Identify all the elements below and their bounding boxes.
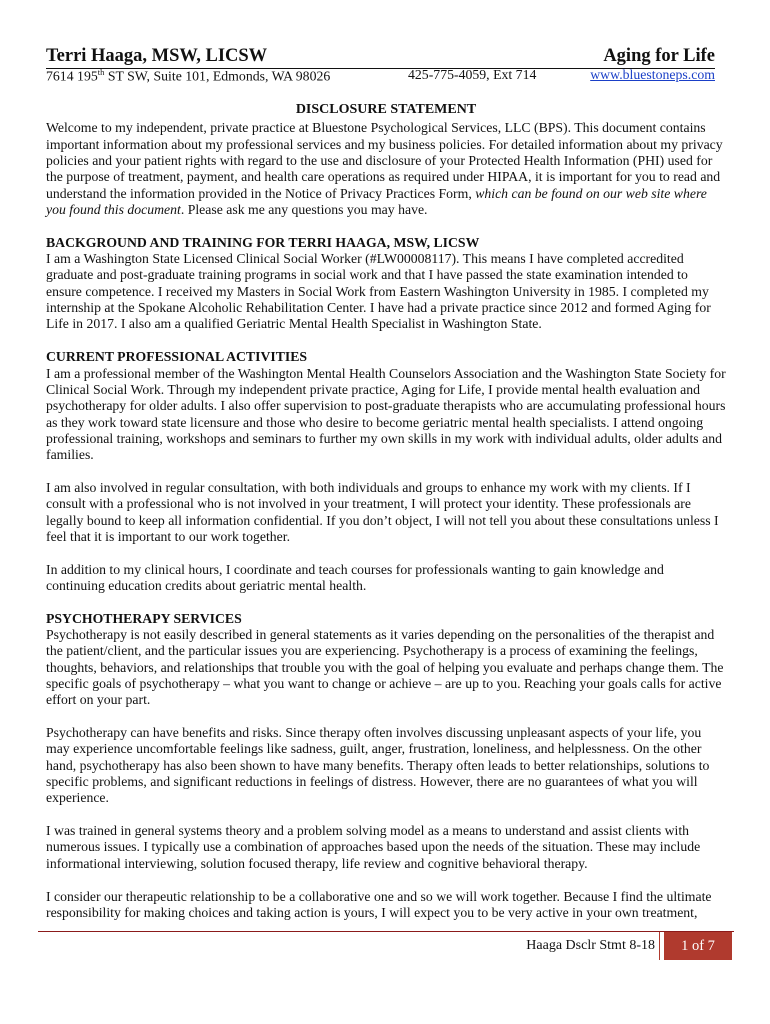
phone-number: 425-775-4059, Ext 714	[408, 67, 537, 82]
section-heading-background: BACKGROUND AND TRAINING FOR TERRI HAAGA, MSW, LICSW	[46, 234, 480, 250]
document-body	[46, 102, 726, 921]
psychotherapy-paragraph-3: I was trained in general systems theory and a problem solving model as a means to understand and assist clients with numerous issues. I typically use a combination of approaches based upon the needs of the situation. These may include informational interviewing, solution focused therapy, life review and cognitive behavioral therapy.	[46, 823, 701, 871]
activities-paragraph-2: I am also involved in regular consultation, with both individuals and groups to enhance my work with my clients. If I consult with a professional who is not involved in your treatment, I will protect your identity. These professionals are legally bound to keep all information confidential. If you don’t object, I will not tell you about these consultations unless I feel that it is important to our work together.	[46, 479, 719, 544]
footer-document-ref: Haaga Dsclr Stmt 8-18	[526, 938, 655, 953]
website-link[interactable]: www.bluestoneps.com	[590, 67, 715, 82]
background-paragraph: I am a Washington State Licensed Clinical Social Worker (#LW00008117). This means I have completed accredited graduate and post-graduate training programs in social work and that I have passed the state examination intended to ensure competence. I received my Masters in Social Work from Eastern Washington University in 1985. I completed my internship at the Spokane Alcoholic Rehabilitation Center. I have had a private practice since 2012 and formed Aging for Life in 2017. I also am a qualified Geriatric Mental Health Specialist in Washington State.	[46, 251, 711, 332]
letterhead-name-row	[46, 46, 715, 69]
section-heading-activities: CURRENT PROFESSIONAL ACTIVITIES	[46, 349, 308, 365]
psychotherapy-paragraph-1: Psychotherapy is not easily described in general statements as it varies depending on the personalities of the therapist and the patient/client, and the particular issues you are experiencing. Psychotherapy is a process of examining the feelings, thoughts, behaviors, and relationships that trouble you with the goal of helping you evaluate and perhaps change them. The specific goals of psychotherapy – what you want to change or achieve – are up to you. Reaching your goals calls for active effort on your part.	[46, 627, 724, 708]
section-heading-psychotherapy: PSYCHOTHERAPY SERVICES	[46, 610, 242, 626]
document-title: DISCLOSURE STATEMENT	[295, 102, 477, 117]
footer-separator	[659, 932, 660, 960]
psychotherapy-paragraph-2: Psychotherapy can have benefits and risks. Since therapy often involves discussing unpleasant aspects of your life, you may experience uncomfortable feelings like sadness, guilt, anger, frustration, loneliness, and helplessness. On the other hand, psychotherapy has also been shown to have many benefits. Therapy often leads to better relationships, solutions to specific problems, and significant reductions in feelings of distress. However, there are no guarantees of what you will experience.	[46, 725, 710, 806]
therapist-name: Terri Haaga, MSW, LICSW	[46, 46, 268, 66]
practice-name: Aging for Life	[603, 46, 715, 66]
activities-paragraph-3: In addition to my clinical hours, I coordinate and teach courses for professionals wanting to gain knowledge and continuing education credits about geriatric mental health.	[46, 561, 664, 593]
intro-paragraph: Welcome to my independent, private practice at Bluestone Psychological Services, LLC (BPS). This document contains important information about my professional services and my business policies. For detailed information about my privacy policies and your patient rights with regard to the use and disclosure of your Protected Health Information (PHI) used for the purpose of treatment, payment, and health care operations as required under HIPAA, it is important for you to read and understand the information provided in the Notice of Privacy Practices Form, which can be found on our web site where you found this document. Please ask me any questions you may have.	[46, 120, 723, 218]
page-number-badge: 1 of 7	[664, 932, 732, 960]
address: 7614 195th ST SW, Suite 101, Edmonds, WA 98026	[46, 67, 331, 84]
letterhead-contact-row	[46, 67, 715, 85]
footer-rule	[38, 931, 734, 932]
psychotherapy-paragraph-4: I consider our therapeutic relationship to be a collaborative one and so we will work together. Because I find the ultimate responsibility for making choices and taking action is yours, I will expect you to be very active in your own treatment,	[46, 888, 712, 920]
activities-paragraph-1: I am a professional member of the Washington Mental Health Counselors Association and the Washington State Society for Clinical Social Work. Through my independent private practice, Aging for Life, I provide mental health evaluation and psychotherapy for older adults. I also offer supervision to post-graduate therapists who are accumulating professional hours as they work toward state licensure and those who desire to become geriatric mental health specialists. I attend ongoing professional training, workshops and seminars to further my own skills in my work with individual adults, older adults and families.	[46, 365, 726, 463]
